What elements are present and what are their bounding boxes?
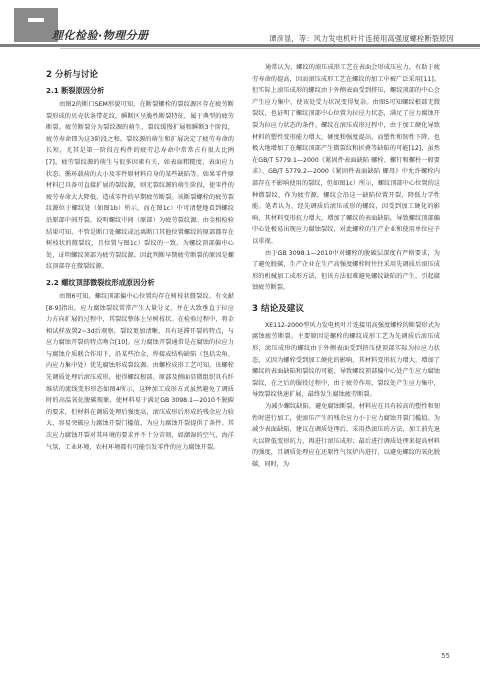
paragraph: 由图6可知，螺纹顶部偏中心位置均存在树枝状微裂纹。有文献[8-9]指出，应力腐蚀裂纹常常产生大量分叉，并在大致垂直于拉应力方向扩展的过程中，其裂纹整体上呈树枝状。在检验过程中，将金相试样放置2~3d后观察，裂纹更加清晰，具有延滞开裂的特点，与应力腐蚀开裂的特点吻合[10]。应力腐蚀开裂通常是在腐蚀的拉应力与腐蚀介质联合作用下，沿某些冶金、焊接或结构缺陷（包括尖角、内应力集中处）优先腐蚀形成裂纹源。由螺栓成形工艺可知，该螺栓先调质处理后滚压成形，使得螺纹根部、原部及侧面显微组织具有纤维状的流线变形形态如图4所示，这种加工成形方式虽然避免了调质时的高温氧化脱碳现象，使材料易于满足GB 3098.1—2010不脱碳的要求，但材料在调质处理后强度高，滚压成形后形成的残余应力较大，容易突破应力腐蚀开裂门槛值，为应力腐蚀开裂提供了条件。其次应力腐蚀开裂对其环境的要求并不十分苛刻，如潮湿的空气、海洋气氛、工业环境、农村环境都有可能引发零件的应力腐蚀开裂。: [46, 292, 234, 451]
running-head: 谭彦显，等：风力发电机叶片连接用高强度螺栓断裂原因: [269, 34, 454, 43]
left-column: [46, 60, 234, 453]
subsection-heading-2-2: 2.2 螺纹顶部微裂纹形成原因分析: [46, 277, 155, 287]
paragraph: 通常认为，螺纹的滚压成形工艺在表面会形成压应力，有助于疲劳寿命的提高，因而滚压成形工艺在螺纹的加工中被广泛采用[11]。但实际上滚压成形的螺纹由于外侧表面受到挤压，螺纹顶部的中心会产生应力集中，使该处受力状况变得复杂。由图5可知螺纹根部无微裂纹，也证明了螺纹顶部中心位置为拉应力状态，满足了应力腐蚀开裂为拉应力状态的条件。螺纹在滚压成形过程中，由于加工硬化导致材料的塑性变形能力增大，硬度和强度提高，而塑性和韧性下降，也极大地增加了在螺纹顶部产生微裂纹和折叠等缺陷的可能[12]，虽然在GB/T 5779.1—2000《紧固件表面缺陷 螺栓、螺钉和螺柱一般要求》、GB/T 5779.2—2000《紧固件表面缺陷 螺母》中允许螺栓内部存在不影响使用的裂纹，但如图1c）所示，螺纹顶部中心位置的这种微裂纹，作为疲劳源，螺纹会沿这一缺陷位置开裂，降低力学性能。笔者认为，经先调质后滚压成形的螺纹，因受到加工硬化的影响，其材料变形抗力增大，增加了螺纹的表面缺陷，导致螺纹顶部偏中心处极易出现应力腐蚀裂纹，对此螺栓的生产企业和使用单位应予以重视。: [252, 64, 440, 245]
paragraph: XE112-2000型风力发电机叶片连接用高强度螺栓的断裂形式为腐蚀疲劳断裂。主要原因是螺栓的螺纹成形工艺为先调质后滚压成形，滚压成形的螺纹由于外侧表面受到挤压使顶部实际为拉应力状态，又因为螺栓受到加工硬化的影响，其材料变形抗力增大，增加了螺纹的表面缺陷和裂纹的可能，导致螺纹顶部偏中心处产生应力腐蚀裂纹，在之后的服役过程中，由于疲劳作用，裂纹处产生应力集中，导致裂纹快速扩展，最终发生腐蚀疲劳断裂。: [252, 321, 440, 399]
header-rule-thin: [60, 48, 480, 49]
section-heading-2: 2 分析与讨论: [46, 70, 98, 80]
page-number: 55: [441, 652, 450, 660]
subsection-heading-2-1: 2.1 断裂原因分析: [46, 86, 105, 95]
paragraph: 为减少螺纹缺陷，避免腐蚀断裂，材料应在具有较高的塑性和韧性时进行加工，使滚压产生的残余应力小于应力腐蚀开裂门槛值。为减少表面缺陷，建议在调质处理后，采用热滚压的方法，加工前先退火以降低变形抗力，再进行滚压成形；最后进行调质处理来提高材料的强度，且调质处理应在还原性气氛炉内进行，以避免螺纹的氧化脱碳。同时，为: [252, 403, 440, 468]
journal-name: 理化检验·物理分册: [52, 29, 149, 42]
paragraph: 由于GB 3098.1—2010中对螺栓的脱碳层深度有严格要求，为了避免脱碳，生产企业在生产高强度螺栓时往往采用先调质后滚压成形的机械加工成形方法，但该方法很难避免螺纹缺陷的产生，引起腐蚀疲劳断裂。: [252, 249, 440, 292]
right-column: [252, 60, 440, 471]
paragraph: 由图2的断口SEM形貌可知，在断裂螺栓的裂纹源区存在疲劳断裂形成的贝壳状条带花纹，瞬断区呈脆性断裂特征，属于典型的疲劳断裂。疲劳断裂分为裂纹源的萌生、裂纹缓慢扩展和瞬断3个阶段，疲劳寿命即为这3阶段之和。裂纹源的萌生和扩展决定了疲劳寿命的长短，尤其是第一阶段在构件的疲劳总寿命中常常占有很大比例[7]。疲劳裂纹源的萌生与很多因素有关，如表面粗糙度、表面应力状态、循环载荷的大小及零件原材料自身的某些缺陷等。如果零件原材料已具备可直接扩展的裂纹源，则无裂纹源的萌生阶段，使零件的疲劳寿命大大降低，造成零件的早期疲劳断裂。该断裂螺栓的疲劳裂纹源位于螺纹处（如图1b）所示，而在图1c）中可清楚地看到螺纹沿原部中间开裂，说明螺纹中间（原部）为疲劳裂纹源。由金相检验结果可知，不管是断口处螺纹或远离断口其他位置螺纹的原部都存在树枝状的微裂纹，且位置与图1c）裂纹的一致，为螺纹顶部偏中心处，证明螺纹顶部为疲劳裂纹源。因此判断早期疲劳断裂的原因是螺纹顶部存在微裂纹源。: [46, 101, 234, 271]
header-rule: [0, 44, 480, 47]
journal-header-band: [0, 0, 480, 52]
section-heading-3: 3 结论及建议: [252, 303, 304, 314]
